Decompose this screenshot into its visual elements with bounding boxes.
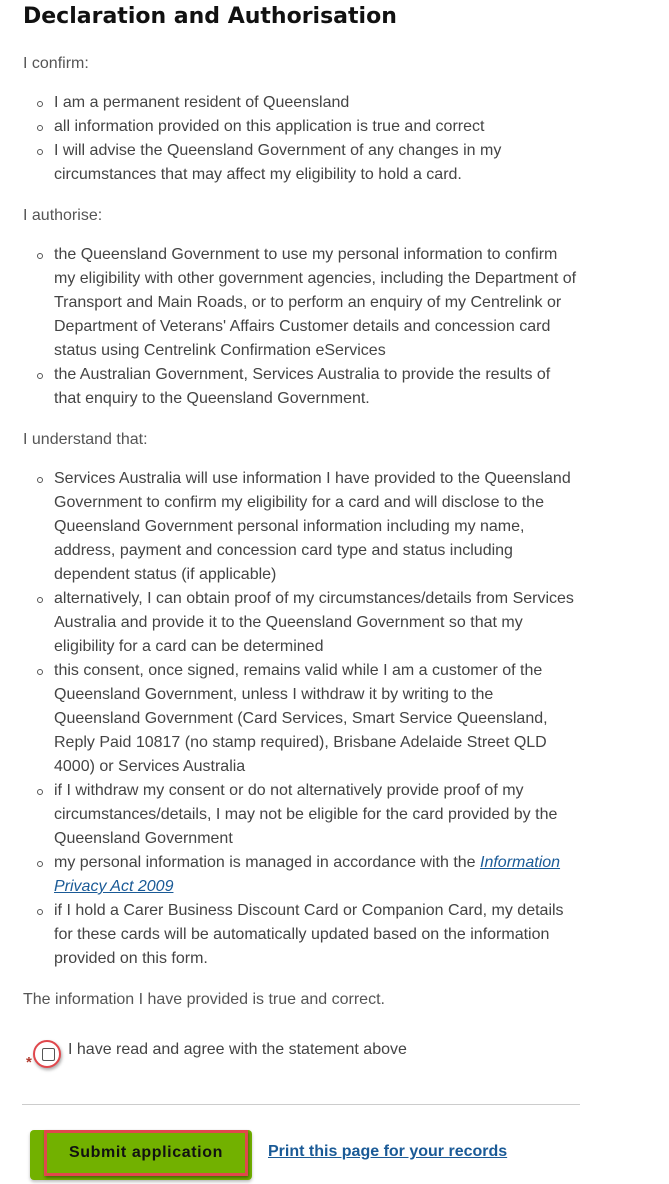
agreement-checkbox[interactable] (42, 1048, 55, 1061)
list-item: the Queensland Government to use my personal information to confirm my eligibility with other government agencies, including the Department of Transport and Main Roads, or to perform an enquiry of my Centrelink or Department of Veterans' Affairs Customer details and concession card status using Centrelink Confirmation eServices (0, 243, 600, 363)
submit-application-button[interactable]: Submit application (44, 1130, 248, 1176)
agreement-checkbox-highlight (33, 1040, 61, 1068)
list-item: all information provided on this application is true and correct (0, 115, 600, 139)
understand-heading: I understand that: (23, 431, 148, 448)
page-title: Declaration and Authorisation (23, 4, 397, 29)
authorise-heading: I authorise: (23, 207, 103, 224)
print-page-link[interactable]: Print this page for your records (268, 1143, 508, 1160)
list-item: if I withdraw my consent or do not alternatively provide proof of my circumstances/details, I may not be eligible for the card provided by the Queensland Government (0, 779, 600, 851)
submit-container (30, 1130, 252, 1180)
authorise-list (0, 243, 600, 411)
list-item: the Australian Government, Services Australia to provide the results of that enquiry to the Queensland Government. (0, 363, 600, 411)
list-item: Services Australia will use information I have provided to the Queensland Government to confirm my eligibility for a card and will disclose to the Queensland Government personal information including my name, address, payment and concession card type and status including dependent status (if applicable) (0, 467, 600, 587)
list-item: my personal information is managed in accordance with the Information Privacy Act 2009 (0, 851, 600, 899)
confirm-list (0, 91, 600, 187)
list-item: alternatively, I can obtain proof of my circumstances/details from Services Australia and provide it to the Queensland Government so that my eligibility for a card can be determined (0, 587, 600, 659)
required-marker: * (26, 1054, 32, 1071)
confirm-heading: I confirm: (23, 55, 89, 72)
understand-list (0, 467, 600, 971)
divider (22, 1104, 580, 1105)
closing-statement: The information I have provided is true and correct. (23, 991, 385, 1008)
list-item: this consent, once signed, remains valid while I am a customer of the Queensland Government, unless I withdraw it by writing to the Queensland Government (Card Services, Smart Service Queensland, Reply Paid 10817 (no stamp required), Brisbane Adelaide Street QLD 4000) or Services Australia (0, 659, 600, 779)
information-privacy-act-link[interactable]: Information Privacy Act 2009 (54, 854, 561, 895)
agreement-label[interactable]: I have read and agree with the statement above (68, 1041, 407, 1058)
list-item: I will advise the Queensland Government of any changes in my circumstances that may affect my eligibility to hold a card. (0, 139, 600, 187)
list-item: if I hold a Carer Business Discount Card or Companion Card, my details for these cards will be automatically updated based on the information provided on this form. (0, 899, 600, 971)
list-item: I am a permanent resident of Queensland (0, 91, 600, 115)
